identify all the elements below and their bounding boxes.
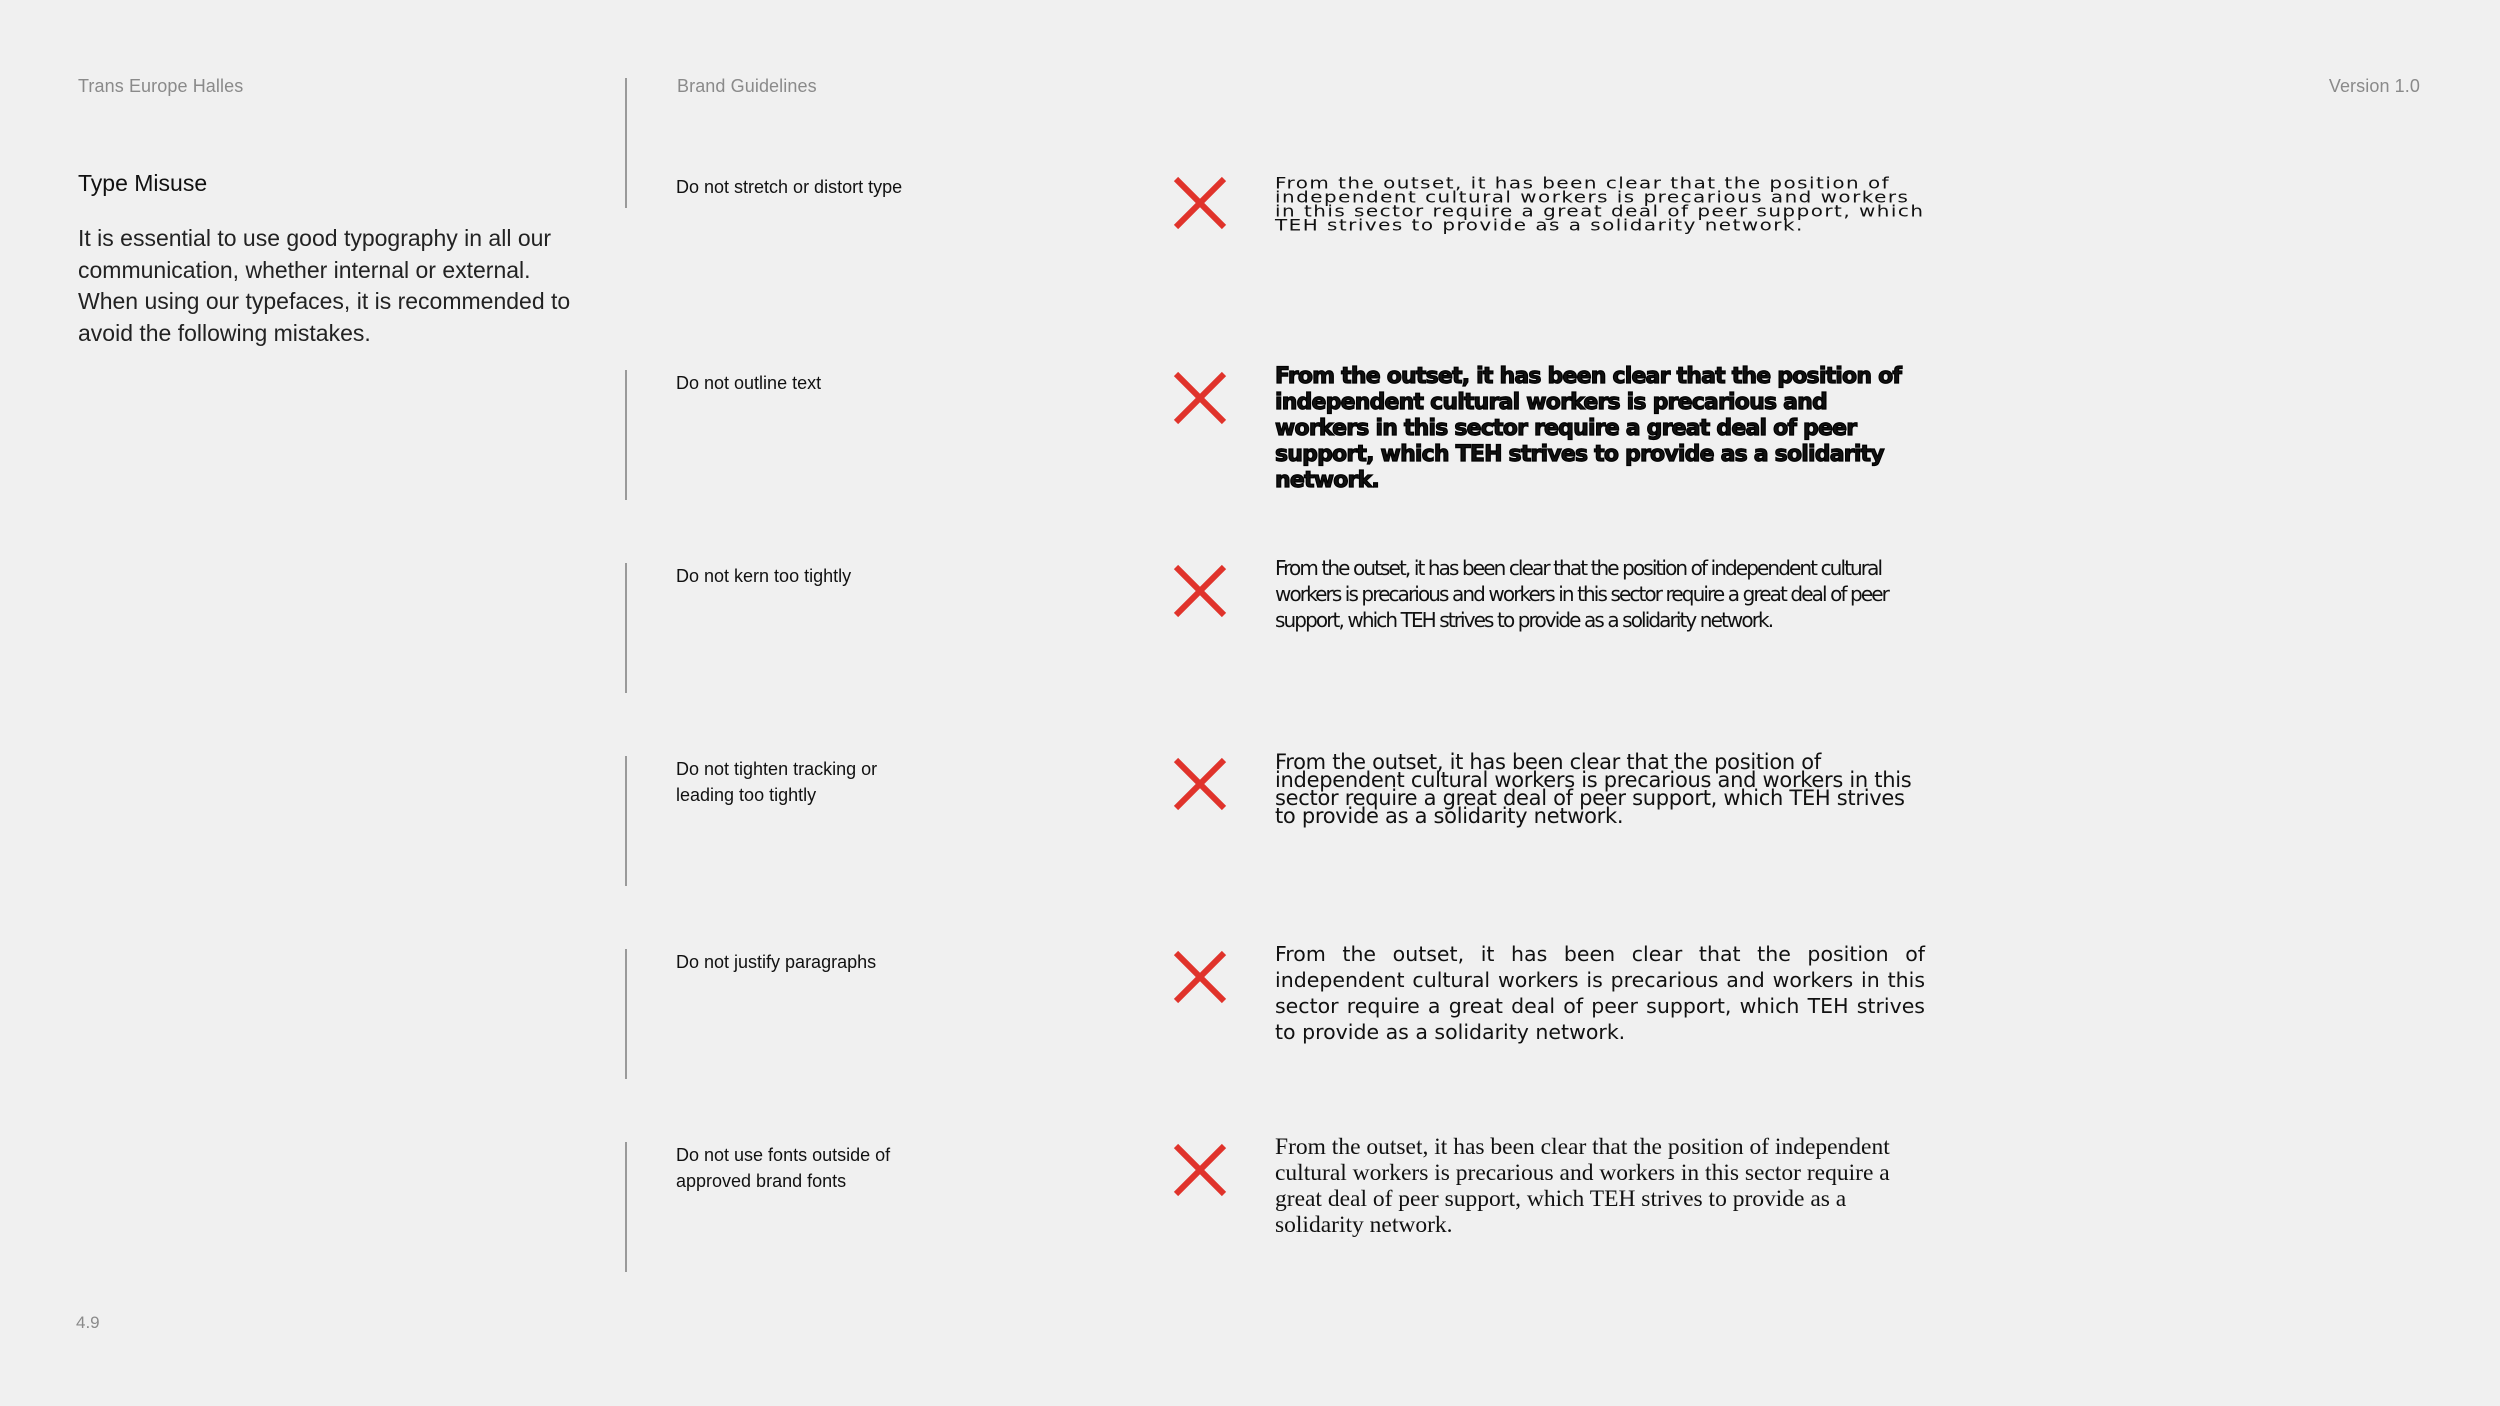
- cross-icon: [1172, 563, 1228, 619]
- brand-name: Trans Europe Halles: [78, 76, 244, 96]
- cross-icon: [1172, 949, 1228, 1005]
- rule-row-kern: [625, 556, 2025, 693]
- sample-text-tight-leading: From the outset, it has been clear that the position of independent cultural workers is precarious and workers in this sector require a great deal of peer support, which TEH strives to provide as a solidarity network.: [1275, 750, 1912, 828]
- cross-icon: [1172, 175, 1228, 231]
- rule-divider: [625, 949, 627, 1079]
- rule-label: Do not tighten tracking or leading too tightly: [676, 759, 878, 805]
- rule-row-fonts: [625, 1134, 2025, 1272]
- rule-divider: [625, 756, 627, 886]
- rule-row-stretch: [625, 78, 2025, 235]
- cross-icon: [1172, 1142, 1228, 1198]
- section-intro: It is essential to use good typography in all our communication, whether internal or external. When using our typefaces, it is recommended to avoid the following mistakes.: [78, 225, 571, 346]
- sample-text-justified: From the outset, it has been clear that the position of independent cultural workers is precarious and workers in this sector require a great deal of peer support, which TEH strives to provide as a solidarity network.: [1275, 942, 1925, 1044]
- rule-label: Do not kern too tightly: [676, 566, 852, 586]
- rule-divider: [625, 563, 627, 693]
- page-number: 4.9: [76, 1313, 100, 1332]
- rule-divider: [625, 370, 627, 500]
- sample-text-outlined: From the outset, it has been clear that the position of independent cultural workers is precarious and workers in this sector require a great deal of peer support, which TEH strives to provide as a solidarity network.: [1275, 364, 1902, 493]
- rule-label: Do not outline text: [676, 373, 822, 393]
- cross-icon: [1172, 370, 1228, 426]
- sample-text-stretched: From the outset, it has been clear that the position of independent cultural workers is precarious and workers in this sector require a great deal of peer support, which TEH strives to provide as a solidarity network.: [1275, 174, 1925, 235]
- version-label: Version 1.0: [2328, 76, 2420, 96]
- rule-label: Do not use fonts outside of approved brand fonts: [676, 1145, 891, 1191]
- rule-row-tracking: [625, 750, 2025, 886]
- rule-divider: [625, 78, 627, 208]
- rule-label: Do not stretch or distort type: [676, 177, 903, 197]
- rule-row-outline: [625, 364, 2025, 500]
- sample-text-serif: From the outset, it has been clear that the position of independent cultural workers is precarious and workers in this sector require a great deal of peer support, which TEH strives to provide as a solidarity network.: [1275, 1134, 1890, 1238]
- rule-divider: [625, 1142, 627, 1272]
- document-title: Brand Guidelines: [677, 76, 817, 96]
- rule-label: Do not justify paragraphs: [676, 952, 877, 972]
- sample-text-tight-kerning: From the outset, it has been clear that the position of independent cultural workers is precarious and workers in this sector require a great deal of peer support, which TEH strives to provide as a solidarity network.: [1275, 556, 1888, 632]
- cross-icon: [1172, 756, 1228, 812]
- section-title: Type Misuse: [78, 170, 208, 196]
- rule-row-justify: [625, 942, 2025, 1079]
